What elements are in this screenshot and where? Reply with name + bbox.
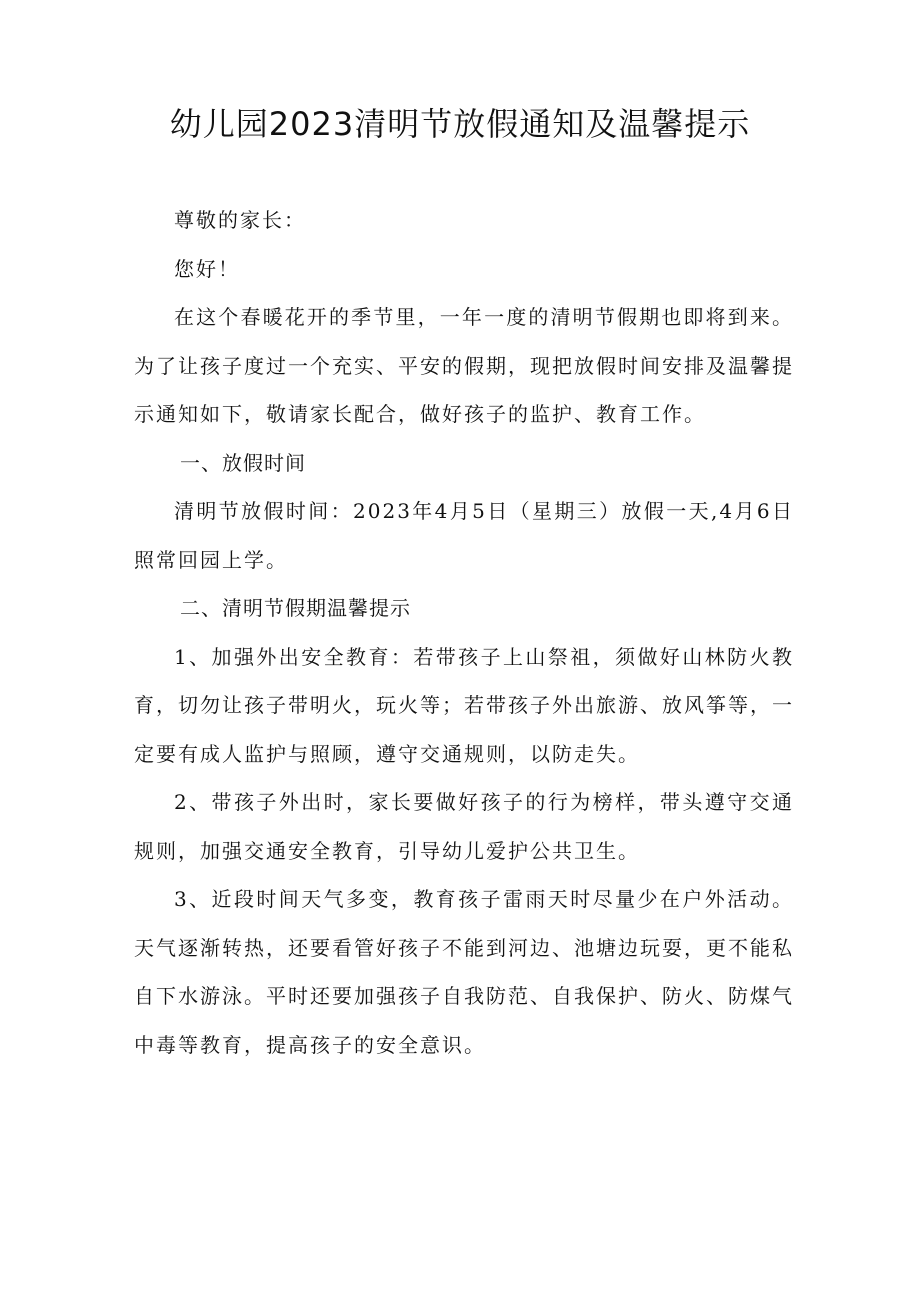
greeting: 您好！ bbox=[174, 256, 240, 281]
document-title: 幼儿园2023清明节放假通知及温馨提示 bbox=[169, 105, 751, 143]
document-body bbox=[134, 196, 794, 1069]
section-heading-tips: 二、清明节假期温馨提示 bbox=[180, 596, 411, 620]
intro-paragraph: 在这个春暖花开的季节里，一年一度的清明节假期也即将到来。为了让孩子度过一个充实、平安的假期，现把放假时间安排及温馨提示通知如下，敬请家长配合，做好孩子的监护、教育工作。 bbox=[134, 305, 794, 426]
tip-paragraph-3: 3、近段时间天气多变，教育孩子雷雨天时尽量少在户外活动。天气逐渐转热，还要看管好孩子不能到河边、池塘边玩耍，更不能私自下水游泳。平时还要加强孩子自我防范、自我保护、防火、防煤气中毒等教育，提高孩子的安全意识。 bbox=[134, 887, 794, 1057]
holiday-time-paragraph: 清明节放假时间：2023年4月5日（星期三）放假一天,4月6日照常回园上学。 bbox=[134, 499, 794, 572]
section-heading-holiday-time: 一、放假时间 bbox=[180, 450, 306, 475]
tip-paragraph-1: 1、加强外出安全教育：若带孩子上山祭祖，须做好山林防火教育，切勿让孩子带明火，玩火等；若带孩子外出旅游、放风筝等，一定要有成人监护与照顾，遵守交通规则，以防走失。 bbox=[134, 644, 794, 766]
tip-paragraph-2: 2、带孩子外出时，家长要做好孩子的行为榜样，带头遵守交通规则，加强交通安全教育，引导幼儿爱护公共卫生。 bbox=[134, 790, 794, 863]
salutation: 尊敬的家长： bbox=[174, 208, 306, 232]
